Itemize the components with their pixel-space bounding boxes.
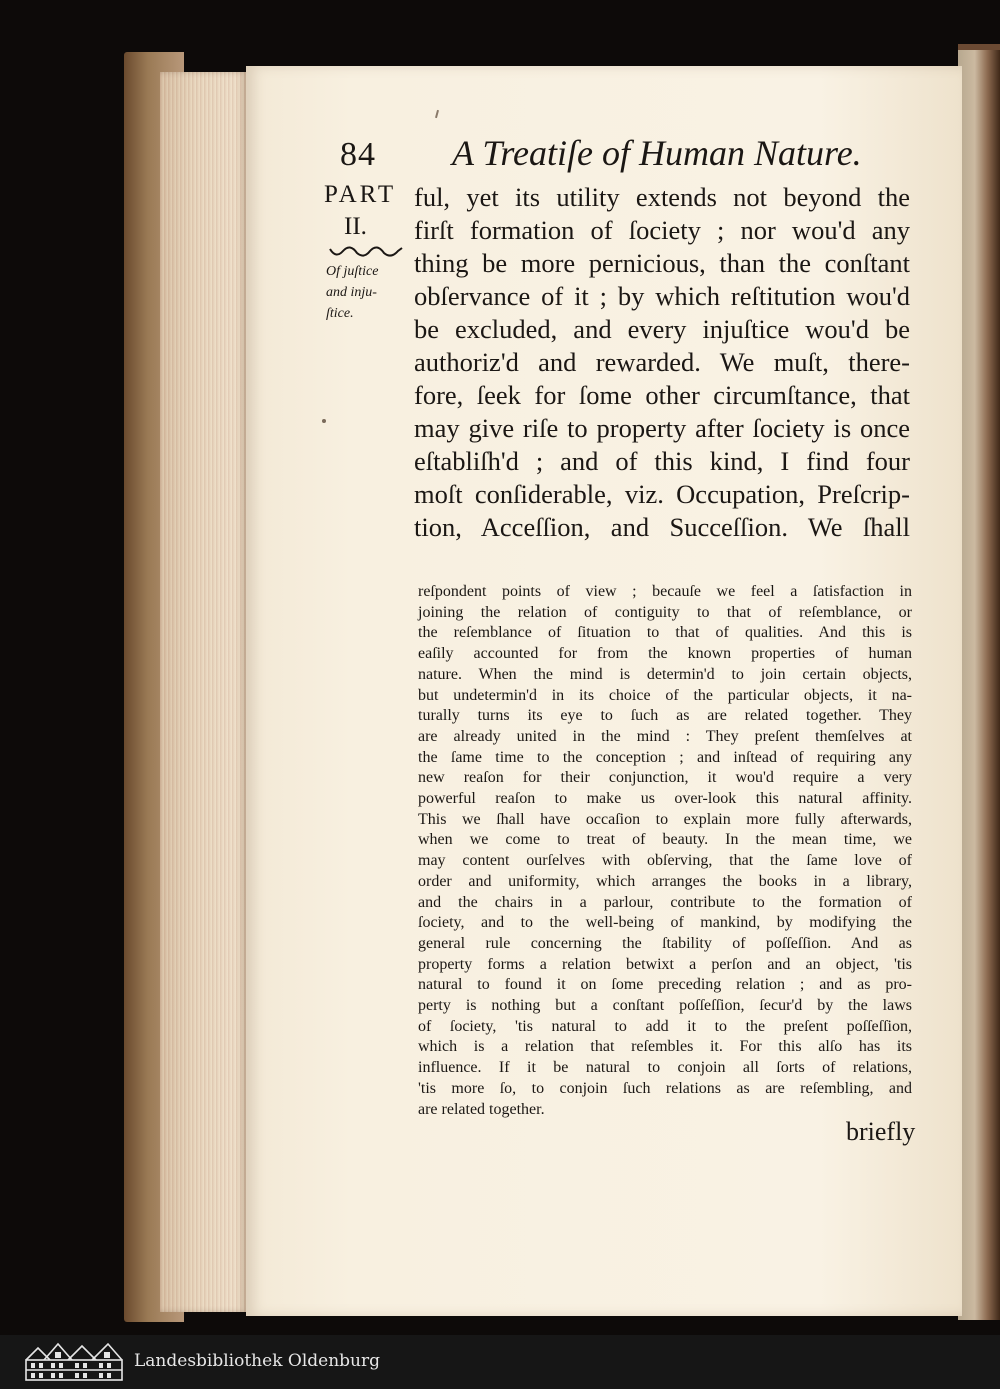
footnote-line: eaſily accounted for from the known properties of human	[418, 645, 912, 663]
footnote-line: property forms a relation betwixt a perſon and an object, 'tis	[418, 955, 912, 973]
footnote-line: when we come to treat of beauty. In the mean time, we	[418, 831, 912, 849]
footnote-line: are already united in the mind : They preſent themſelves at	[418, 727, 912, 745]
marginal-note-line: Of juſtice	[326, 264, 379, 279]
main-text-line: tion, Acceſſion, and Succeſſion. We ſhall	[414, 512, 910, 542]
footnote-line: are related together.	[418, 1100, 545, 1118]
footnote-line: powerful reaſon to make us over-look this natural affinity.	[418, 790, 912, 807]
main-text-line: moſt conſiderable, viz. Occupation, Preſcrip-	[414, 479, 910, 509]
footnote-line: may content ourſelves with obſerving, that the ſame love of	[418, 852, 912, 870]
footnote-line: and the chairs in a parlour, contribute to the formation of	[418, 893, 912, 911]
catchword: briefly	[846, 1117, 916, 1146]
footnote-line: general rule concerning the ſtability of poſſeſſion. And as	[418, 934, 912, 952]
ornament-flourish	[328, 245, 404, 259]
part-label: PART	[324, 181, 397, 208]
library-building-icon	[22, 1340, 126, 1384]
library-name: Landesbibliothek Oldenburg	[134, 1351, 381, 1371]
running-title: A Treatiſe of Human Nature.	[452, 133, 862, 173]
footnote-line: which is a relation that reſembles it. For this alſo has its	[418, 1038, 912, 1056]
footnote-line: turally turns its eye to ſuch as are related together. They	[418, 707, 912, 725]
page-number: 84	[340, 136, 376, 173]
part-number: II.	[344, 213, 367, 240]
footnote-line: reſpondent points of view ; becauſe we feel a ſatisfaction in	[418, 583, 912, 600]
main-text-line: firſt formation of ſociety ; nor wou'd any	[414, 215, 910, 245]
page-edges	[160, 72, 248, 1312]
footnote-line: but undetermin'd in its choice of the particular objects, it na-	[418, 686, 912, 704]
main-text-line: may give riſe to property after ſociety is once	[414, 413, 910, 443]
footer-bar	[0, 1335, 1000, 1389]
footnote-line: the ſame time to the conception ; and inſtead of requiring any	[418, 748, 912, 766]
marginal-note-line: ſtice.	[326, 306, 354, 321]
main-text-line: fore, ſeek for ſome other circumſtance, that	[414, 380, 910, 410]
main-text-line: thing be more pernicious, than the conſtant	[414, 248, 910, 278]
footnote-line: order and uniformity, which arranges the books in a library,	[418, 872, 912, 890]
main-text-line: authoriz'd and rewarded. We muſt, there-	[414, 347, 910, 377]
stray-dot	[322, 419, 326, 423]
footnote-line: joining the relation of contiguity to that of reſemblance, or	[418, 603, 912, 621]
main-text-line: obſervance of it ; by which reſtitution wou'd	[414, 281, 910, 311]
marginal-note-line: and inju-	[326, 285, 377, 300]
footnote-line: ſociety, and to the well-being of mankind, by modifying the	[418, 914, 912, 932]
footnote-line: of ſociety, 'tis natural to add it to the preſent poſſeſſion,	[418, 1017, 912, 1035]
main-text-line: eſtabliſh'd ; and of this kind, I find four	[414, 446, 910, 476]
main-text-line: ful, yet its utility extends not beyond the	[414, 182, 910, 212]
footnote-line: nature. When the mind is determin'd to join certain objects,	[418, 665, 912, 683]
footnote-line: perty is nothing but a conſtant poſſeſſion, ſecur'd by the laws	[418, 997, 912, 1014]
footnote-line: 'tis more ſo, to conjoin ſuch relations as are reſembling, and	[418, 1079, 912, 1097]
footnote-line: natural to found it on ſome preceding relation ; and as pro-	[418, 976, 912, 994]
footnote-line: This we ſhall have occaſion to explain more fully afterwards,	[418, 810, 912, 828]
footnote-line: influence. If it be natural to conjoin all ſorts of relations,	[418, 1059, 912, 1077]
footnote-line: new reaſon for their conjunction, it wou'd require a very	[418, 769, 912, 787]
book-cover-right	[958, 50, 1000, 1320]
main-text-line: be excluded, and every injuſtice wou'd be	[414, 314, 910, 344]
footnote-line: the reſemblance of ſituation to that of qualities. And this is	[418, 624, 912, 642]
